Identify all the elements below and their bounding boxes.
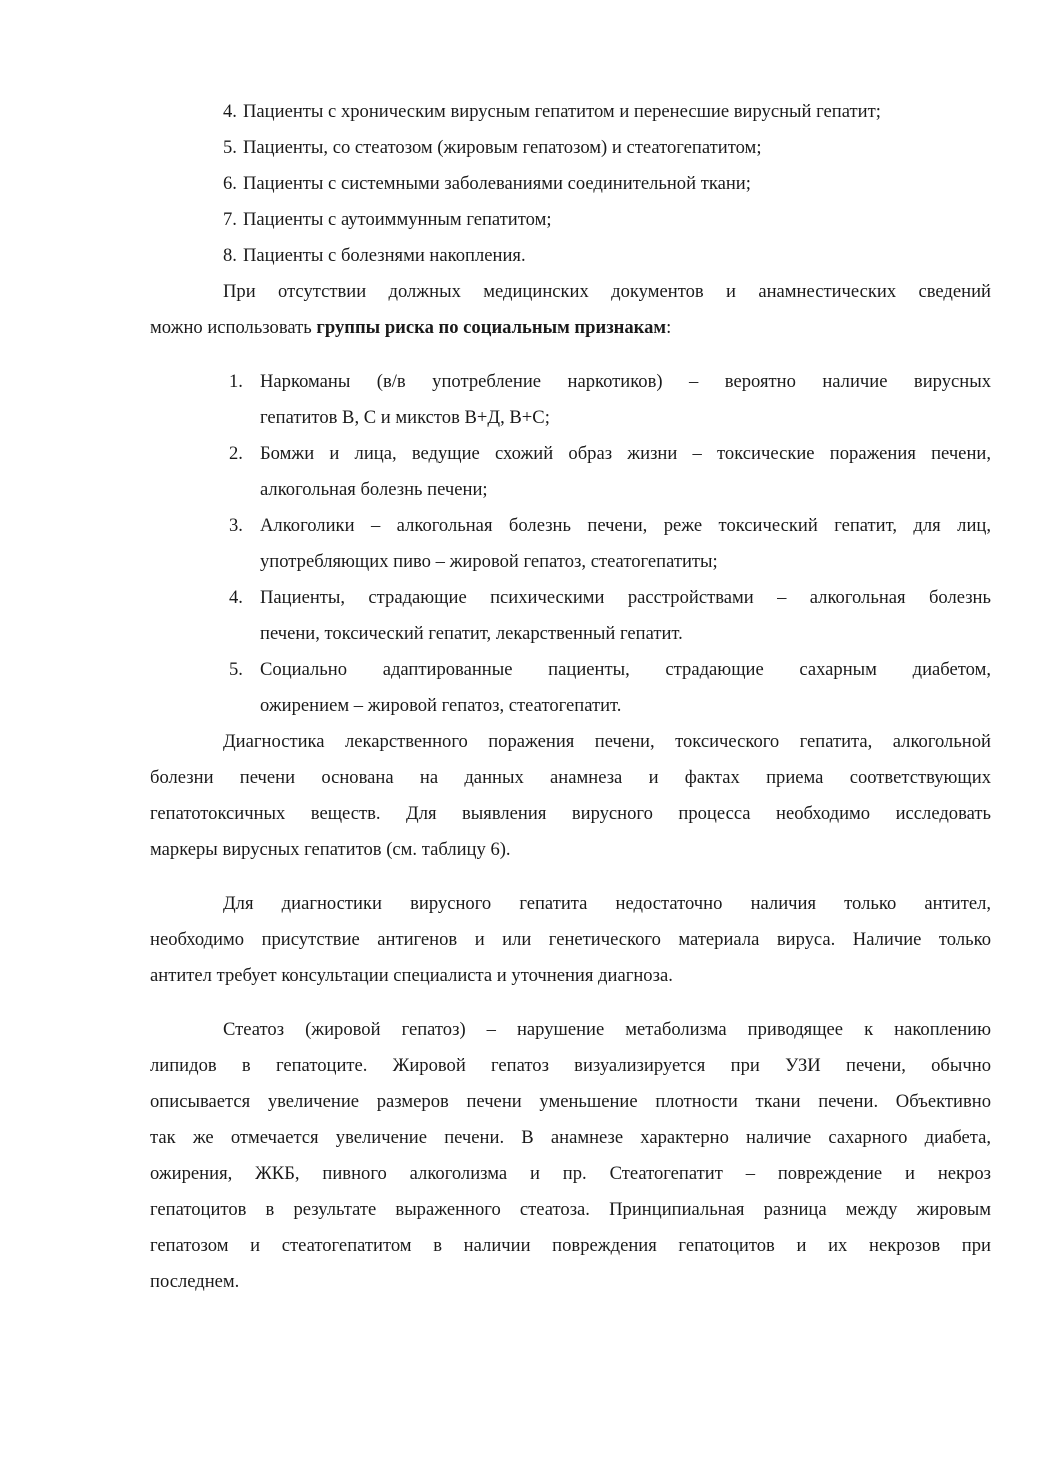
paragraph-line: маркеры вирусных гепатитов (см. таблицу 6). — [150, 839, 511, 860]
list-item-text: Бомжи и лица, ведущие схожий образ жизни – токсические поражения печени, — [260, 443, 991, 464]
list-item-number: 8. — [223, 245, 237, 266]
list-item — [150, 202, 991, 238]
intro-text: можно использовать — [150, 317, 317, 338]
list-item-text: Пациенты, страдающие психическими расстройствами – алкогольная болезнь — [260, 587, 991, 608]
list-item-number: 4. — [223, 101, 237, 122]
list-item-number: 2. — [229, 443, 243, 464]
list-item — [150, 238, 991, 274]
list-item — [150, 364, 991, 436]
list-item-text: Алкоголики – алкогольная болезнь печени, реже токсический гепатит, для лиц, — [260, 515, 991, 536]
list-item-continuation: употребляющих пиво – жировой гепатоз, стеатогепатиты; — [260, 551, 718, 572]
paragraph-line: гепатотоксичных веществ. Для выявления вирусного процесса необходимо исследовать — [150, 803, 991, 824]
list-item-continuation: алкогольная болезнь печени; — [260, 479, 488, 500]
list-item — [150, 508, 991, 580]
list-item-continuation: ожирением – жировой гепатоз, стеатогепатит. — [260, 695, 622, 716]
paragraph-line: Для диагностики вирусного гепатита недостаточно наличия только антител, — [223, 893, 991, 914]
paragraph-line: ожирения, ЖКБ, пивного алкоголизма и пр. Стеатогепатит – повреждение и некроз — [150, 1163, 991, 1184]
list-item — [150, 580, 991, 652]
list-item-number: 7. — [223, 209, 237, 230]
paragraph-line: необходимо присутствие антигенов и или генетического материала вируса. Наличие только — [150, 929, 991, 950]
list-item-text: Пациенты с системными заболеваниями соединительной ткани; — [243, 173, 751, 194]
intro-colon: : — [666, 317, 672, 338]
intro-paragraph — [150, 274, 991, 346]
list-item-continuation: гепатитов В, С и микстов В+Д, В+С; — [260, 407, 550, 428]
paragraph-line: гепатозом и стеатогепатитом в наличии повреждения гепатоцитов и их некрозов при — [150, 1235, 991, 1256]
list-item-text: Пациенты с болезнями накопления. — [243, 245, 526, 266]
paragraph-line: Диагностика лекарственного поражения печени, токсического гепатита, алкогольной — [223, 731, 991, 752]
list-item-text: Пациенты с хроническим вирусным гепатитом и перенесшие вирусный гепатит; — [243, 101, 881, 122]
list-item — [150, 94, 991, 130]
paragraph-line: последнем. — [150, 1271, 240, 1292]
paragraph-line: Стеатоз (жировой гепатоз) – нарушение метаболизма приводящее к накоплению — [223, 1019, 991, 1040]
diagnostics-paragraph — [150, 724, 991, 868]
document-page — [150, 94, 991, 1300]
list-item-text: Пациенты с аутоиммунным гепатитом; — [243, 209, 552, 230]
paragraph-line: гепатоцитов в результате выраженного стеатоза. Принципиальная разница между жировым — [150, 1199, 991, 1220]
list-item-text: Пациенты, со стеатозом (жировым гепатозом) и стеатогепатитом; — [243, 137, 762, 158]
list-item-number: 3. — [229, 515, 243, 536]
list-item-number: 1. — [229, 371, 243, 392]
list-item-number: 5. — [223, 137, 237, 158]
list-item — [150, 436, 991, 508]
list-item-number: 6. — [223, 173, 237, 194]
paragraph-line: При отсутствии должных медицинских документов и анамнестических сведений — [223, 281, 991, 302]
paragraph-line: антител требует консультации специалиста и уточнения диагноза. — [150, 965, 673, 986]
list-item-number: 4. — [229, 587, 243, 608]
intro-bold-text: группы риска по социальным признакам — [316, 317, 667, 338]
paragraph-line — [150, 310, 991, 346]
list-item-number: 5. — [229, 659, 243, 680]
list-item — [150, 130, 991, 166]
patient-list — [150, 94, 991, 274]
paragraph-line: так же отмечается увеличение печени. В анамнезе характерно наличие сахарного диабета, — [150, 1127, 991, 1148]
list-item-text: Социально адаптированные пациенты, страдающие сахарным диабетом, — [260, 659, 991, 680]
paragraph-line: описывается увеличение размеров печени уменьшение плотности ткани печени. Объективно — [150, 1091, 991, 1112]
list-item-continuation: печени, токсический гепатит, лекарственный гепатит. — [260, 623, 683, 644]
list-item — [150, 166, 991, 202]
viral-hepatitis-paragraph — [150, 886, 991, 994]
paragraph-line: липидов в гепатоците. Жировой гепатоз визуализируется при УЗИ печени, обычно — [150, 1055, 991, 1076]
paragraph-line: болезни печени основана на данных анамнеза и фактах приема соответствующих — [150, 767, 991, 788]
steatosis-paragraph — [150, 1012, 991, 1300]
social-risk-list — [150, 364, 991, 724]
list-item-text: Наркоманы (в/в употребление наркотиков) – вероятно наличие вирусных — [260, 371, 991, 392]
list-item — [150, 652, 991, 724]
